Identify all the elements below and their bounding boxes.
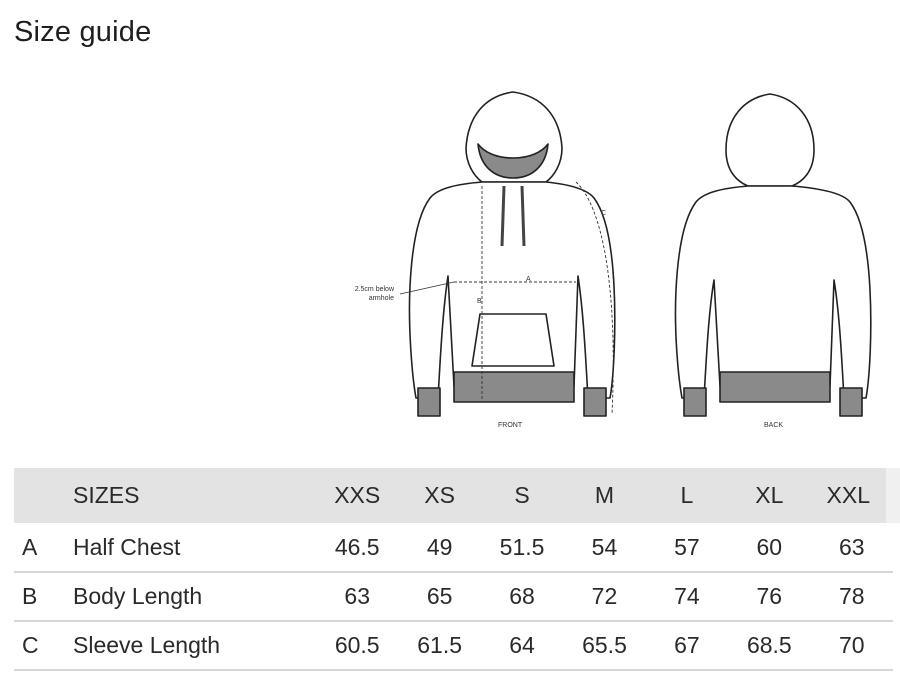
size-value: 60.5 [334,632,380,658]
back-body [675,186,870,398]
row-name: Half Chest [73,533,181,560]
row-letter: C [22,632,39,658]
size-header: XL [755,482,784,508]
size-value: 68 [509,583,535,609]
hoodie-drawing [330,86,900,446]
size-value: 46.5 [334,533,380,560]
size-value: 51.5 [499,533,545,560]
front-right-cuff [584,388,606,416]
header-spacer [14,468,69,523]
marker-c: C [601,210,607,217]
size-value: 54 [591,533,618,560]
sizes-header-label: SIZES [73,482,140,508]
size-value: 49 [426,533,453,560]
size-header: M [594,482,615,508]
annotation-line-2: armhole [368,295,394,302]
back-label: BACK [764,422,784,429]
back-hood [726,94,814,186]
marker-a: A [526,276,531,283]
size-value: 65.5 [582,632,627,658]
drawstring-left [502,186,504,246]
back-left-cuff [684,388,706,416]
size-value: 65 [426,583,453,609]
back-waistband [720,372,830,402]
drawstring-right [522,186,524,246]
row-name: Body Length [73,583,203,609]
size-value: 64 [509,632,535,658]
size-header-row [14,468,893,523]
size-value: 70 [838,632,865,658]
size-value: 74 [674,583,700,609]
size-value: 72 [591,583,618,609]
kangaroo-pocket [472,314,554,366]
size-value: 63 [344,583,370,609]
size-value: 68.5 [746,632,792,658]
size-header: XS [424,482,455,508]
table-row [14,621,893,670]
row-letter: A [22,533,38,560]
front-left-cuff [418,388,440,416]
table-row [14,523,893,572]
annotation-line-1: 2.5cm below [354,286,394,293]
size-header: XXS [334,482,381,508]
table-row [14,572,893,621]
row-letter: B [22,583,38,609]
size-header: S [514,482,530,508]
size-value: 78 [838,583,865,609]
size-table [14,468,900,671]
size-value: 61.5 [417,632,463,658]
size-value: 76 [756,583,783,609]
hoodie-illustration [330,86,900,446]
front-label: FRONT [498,422,523,429]
size-value: 60 [756,533,783,560]
size-value: 67 [674,632,700,658]
back-right-cuff [840,388,862,416]
marker-b: B [477,298,482,305]
row-name: Sleeve Length [73,632,221,658]
size-header: XXL [826,482,870,508]
page-title: Size guide [14,16,152,48]
front-waistband [454,372,574,402]
size-value: 63 [838,533,865,560]
size-header: L [680,482,694,508]
size-value: 57 [674,533,700,560]
